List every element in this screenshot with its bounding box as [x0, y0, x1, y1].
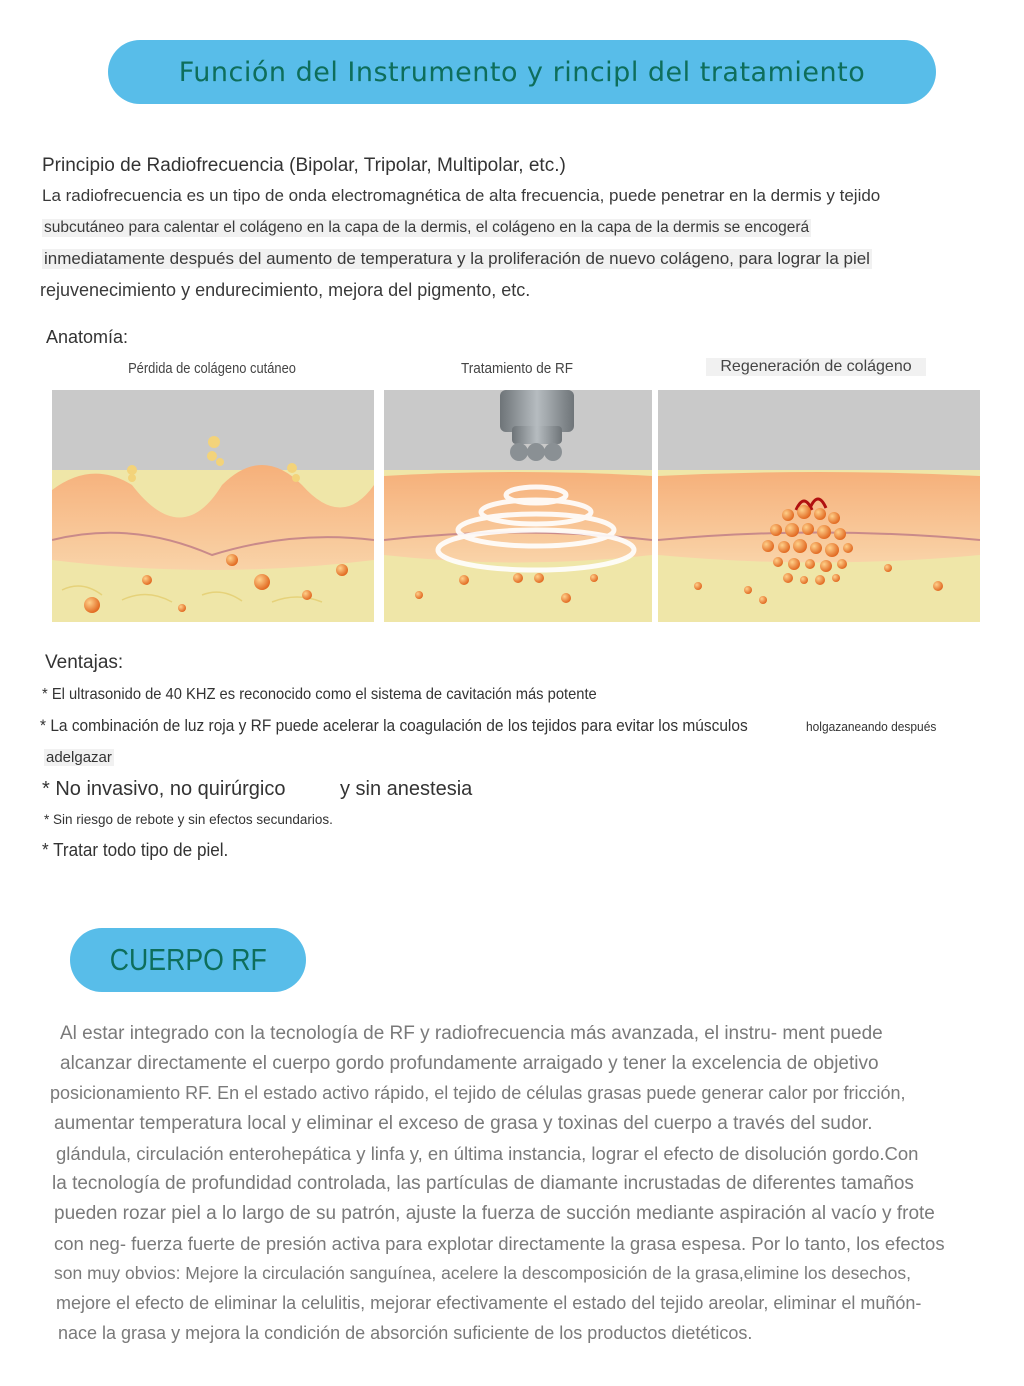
body-rf-line: son muy obvios: Mejore la circulación sanguínea, acelere la descomposición de la grasa,elimine los desechos, — [54, 1263, 911, 1283]
body-rf-title: CUERPO RF — [109, 942, 267, 977]
body-rf-line: pueden rozar piel a lo largo de su patrón, ajuste la fuerza de succión mediante aspiración al vacío y frote — [54, 1203, 935, 1224]
principle-heading: Principio de Radiofrecuencia (Bipolar, Tripolar, Multipolar, etc.) — [42, 155, 566, 176]
section-title-banner — [108, 40, 936, 104]
advantage-item: * No invasivo, no quirúrgico — [42, 778, 286, 800]
principle-line: La radiofrecuencia es un tipo de onda electromagnética de alta frecuencia, puede penetrar en la dermis y tejido — [42, 186, 881, 205]
panel-title-collagen-regeneration: Regeneración de colágeno — [706, 358, 926, 376]
body-rf-line: glándula, circulación enterohepática y linfa y, en última instancia, lograr el efecto de disolución gordo.Con — [56, 1143, 919, 1164]
principle-line: rejuvenecimiento y endurecimiento, mejora del pigmento, etc. — [40, 280, 531, 300]
body-rf-line: con neg- fuerza fuerte de presión activa para explotar directamente la grasa espesa. Por lo tanto, los efectos — [54, 1233, 945, 1254]
collagen-regeneration-illustration — [658, 390, 980, 622]
advantage-item-continuation: y sin anestesia — [340, 778, 473, 800]
panel-title-rf-treatment: Tratamiento de RF — [460, 360, 574, 377]
advantage-item: * Sin riesgo de rebote y sin efectos secundarios. — [44, 812, 333, 827]
principle-line: subcutáneo para calentar el colágeno en la capa de la dermis, el colágeno en la capa de la dermis se encogerá — [44, 219, 810, 236]
rf-treatment-illustration — [384, 390, 652, 622]
body-rf-line: la tecnología de profundidad controlada, las partículas de diamante incrustadas de diferentes tamaños — [52, 1173, 914, 1194]
advantage-item-continuation: adelgazar — [46, 749, 112, 766]
advantage-item: * La combinación de luz roja y RF puede acelerar la coagulación de los tejidos para evitar los músculos — [40, 716, 748, 735]
advantages-label: Ventajas: — [45, 652, 124, 673]
body-rf-line: posicionamiento RF. En el estado activo rápido, el tejido de células grasas puede generar calor por fricción, — [50, 1083, 906, 1103]
advantage-item: * El ultrasonido de 40 KHZ es reconocido como el sistema de cavitación más potente — [42, 686, 597, 703]
body-rf-line: mejore el efecto de eliminar la celulitis, mejorar efectivamente el estado del tejido areolar, eliminar el muñón- — [56, 1293, 922, 1313]
page-title: Función del Instrumento y rincipl del tratamiento — [178, 56, 866, 88]
body-rf-line: aumentar temperatura local y eliminar el exceso de grasa y toxinas del cuerpo a través del sudor. — [54, 1113, 873, 1134]
skin-collagen-loss-illustration — [52, 390, 374, 622]
advantage-item-continuation: holgazaneando después — [806, 719, 937, 734]
anatomy-label: Anatomía: — [46, 327, 129, 347]
advantage-item: * Tratar todo tipo de piel. — [42, 840, 229, 860]
body-rf-line: Al estar integrado con la tecnología de RF y radiofrecuencia más avanzada, el instru- ment puede — [60, 1023, 883, 1044]
principle-line: inmediatamente después del aumento de temperatura y la proliferación de nuevo colágeno, para lograr la piel — [44, 249, 870, 268]
body-rf-line: alcanzar directamente el cuerpo gordo profundamente arraigado y tener la excelencia de objetivo — [60, 1053, 879, 1074]
body-rf-line: nace la grasa y mejora la condición de absorción suficiente de los productos dietéticos. — [58, 1323, 753, 1343]
panel-title-collagen-loss: Pérdida de colágeno cutáneo — [128, 360, 296, 377]
body-rf-banner — [70, 928, 306, 992]
